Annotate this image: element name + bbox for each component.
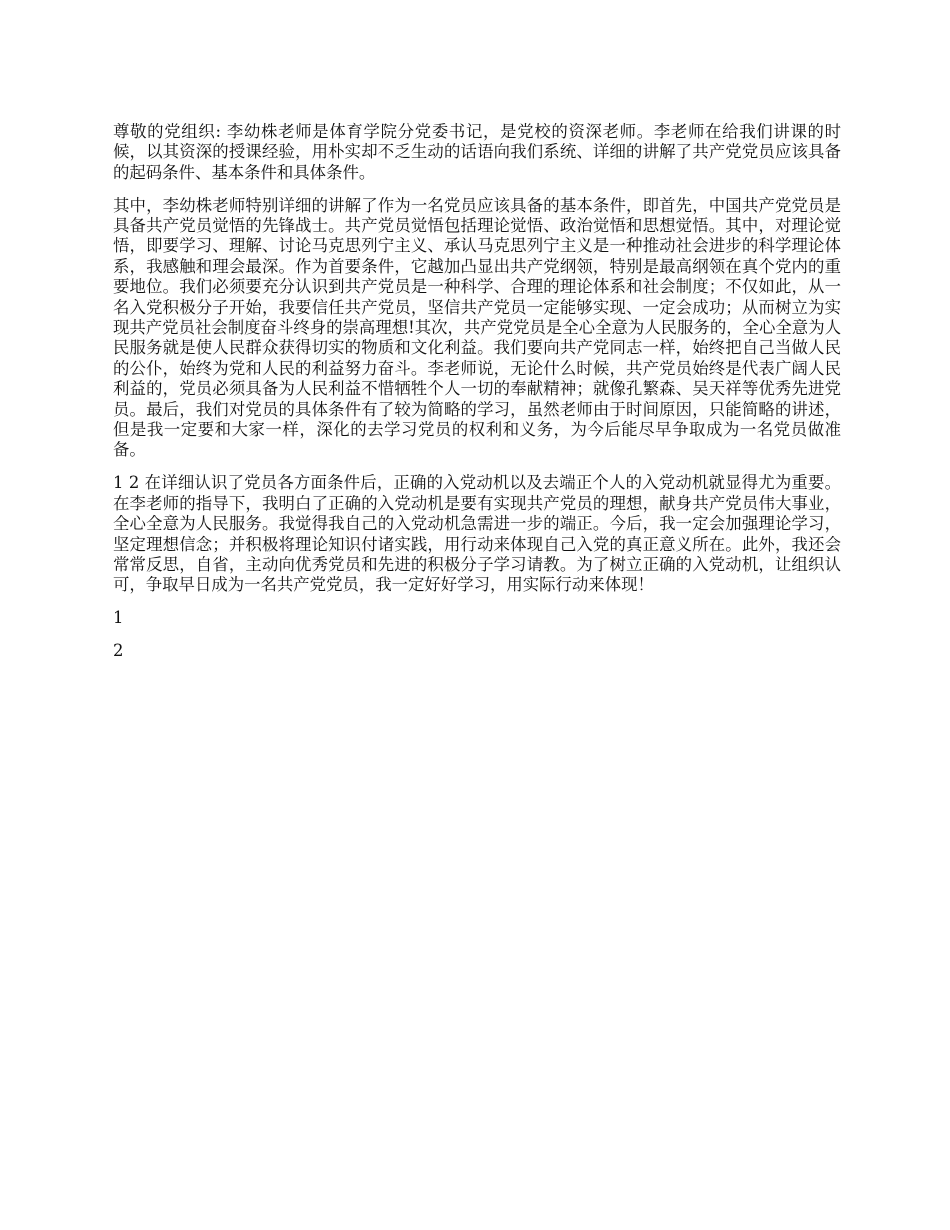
footnote-2: 2 xyxy=(113,640,124,660)
document-page xyxy=(113,122,841,674)
paragraph-basic-conditions: 其中，李幼株老师特别详细的讲解了作为一名党员应该具备的基本条件，即首先，中国共产党党员是具备共产党员觉悟的先锋战士。共产党员觉悟包括理论觉悟、政治觉悟和思想觉悟。其中，对理论觉悟，即要学习、理解、讨论马克思列宁主义、承认马克思列宁主义是一种推动社会进步的科学理论体系，我感触和理会最深。作为首要条件，它越加凸显出共产党纲领，特别是最高纲领在真个党内的重要地位。我们必须要充分认识到共产党员是一种科学、合理的理论体系和社会制度；不仅如此，从一名入党积极分子开始，我要信任共产党员，坚信共产党员一定能够实现、一定会成功；从而树立为实现共产党员社会制度奋斗终身的崇高理想!其次，共产党党员是全心全意为人民服务的，全心全意为人民服务就是使人民群众获得切实的物质和文化利益。我们要向共产党同志一样，始终把自己当做人民的公仆，始终为党和人民的利益努力奋斗。李老师说，无论什么时候，共产党员始终是代表广阔人民利益的，党员必须具备为人民利益不惜牺牲个人一切的奉献精神；就像孔繁森、吴天祥等优秀先进党员。最后，我们对党员的具体条件有了较为简略的学习，虽然老师由于时间原因，只能简略的讲述，但是我一定要和大家一样，深化的去学习党员的权利和义务，为今后能尽早争取成为一名党员做准备。 xyxy=(113,195,841,460)
paragraph-intro: 尊敬的党组织: 李幼株老师是体育学院分党委书记，是党校的资深老师。李老师在给我们讲课的时候，以其资深的授课经验，用朴实却不乏生动的话语向我们系统、详细的讲解了共产党党员应该具备的起码条件、基本条件和具体条件。 xyxy=(113,122,841,182)
paragraph-motivation: 1 2 在详细认识了党员各方面条件后，正确的入党动机以及去端正个人的入党动机就显得尤为重要。在李老师的指导下，我明白了正确的入党动机是要有实现共产党员的理想，献身共产党员伟大事业，全心全意为人民服务。我觉得我自己的入党动机急需进一步的端正。今后，我一定会加强理论学习，坚定理想信念；并积极将理论知识付诸实践，用行动来体现自己入党的真正意义所在。此外，我还会常常反思，自省，主动向优秀党员和先进的积极分子学习请教。为了树立正确的入党动机，让组织认可，争取早日成为一名共产党党员，我一定好好学习，用实际行动来体现！ xyxy=(113,473,841,595)
footnote-1: 1 xyxy=(113,608,124,628)
